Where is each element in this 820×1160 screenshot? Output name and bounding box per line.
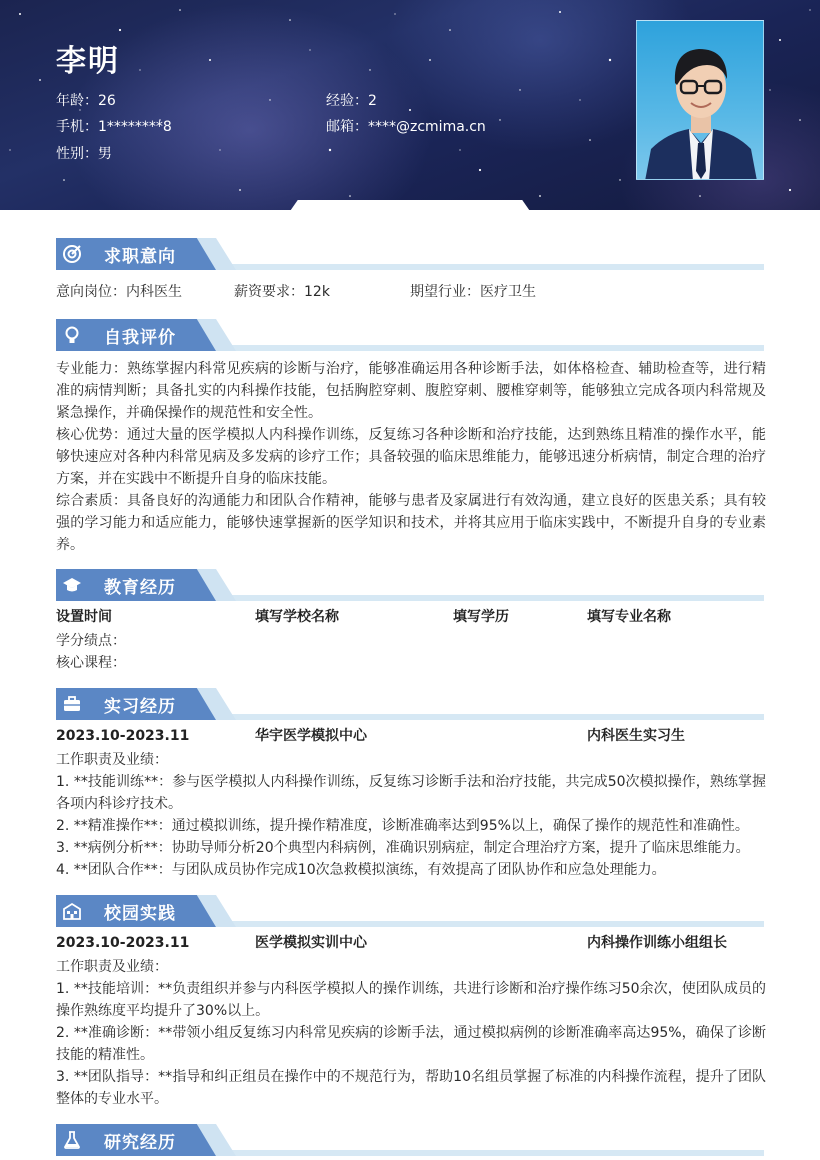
education-courses: 核心课程： [56,655,126,671]
self-eval-quality: 综合素质：具备良好的沟通能力和团队合作精神，能够与患者及家属进行有效沟通，建立良好的医患关系；具有较强的学习能力和适应能力，能够快速掌握新的医学知识和技术，并将其应用于临床实践中，不断提升自身的专业素养。 [56,493,766,553]
section-title: 求职意向 [104,247,176,267]
education-time: 设置时间 [56,609,112,625]
section-title: 研究经历 [104,1133,176,1153]
flask-icon [62,1130,82,1150]
section-underline [206,264,764,270]
intent-salary: 薪资要求：12k [234,284,330,300]
internship-item: 3. **病例分析**：协助导师分析20个典型内科病例，准确识别病症，制定合理治疗方案，提升了临床思维能力。 [56,840,750,856]
internship-duty-label: 工作职责及业绩： [56,752,168,768]
target-icon [62,244,82,264]
section-title: 校园实践 [104,904,176,924]
intent-industry: 期望行业：医疗卫生 [410,284,536,300]
section-title: 教育经历 [104,578,176,598]
email-field: 邮箱：****@zcmima.cn [326,119,486,135]
campus-org: 医学模拟实训中心 [255,935,367,951]
profile-photo [636,20,764,180]
self-eval-professional: 专业能力：熟练掌握内科常见疾病的诊断与治疗，能够准确运用各种诊断手法，如体格检查、辅助检查等，进行精准的病情判断；具备扎实的内科操作技能，包括胸腔穿刺、腹腔穿刺、腰椎穿刺等，能够独立完成各项内科常规及紧急操作，并确保操作的规范性和安全性。 [56,361,766,421]
internship-item: 1. **技能训练**：参与医学模拟人内科操作训练，反复练习诊断手法和治疗技能，共完成50次模拟操作，熟练掌握各项内科诊疗技术。 [56,774,766,812]
section-header-self [56,319,764,351]
intent-position: 意向岗位：内科医生 [56,284,182,300]
education-gpa: 学分绩点： [56,633,126,649]
age-field: 年龄：26 [56,93,116,109]
campus-item: 1. **技能培训：**负责组织并参与内科医学模拟人的操作训练，共进行诊断和治疗操作练习50余次，使团队成员的操作熟练度平均提升了30%以上。 [56,981,766,1019]
section-header-education [56,569,764,601]
section-title: 自我评价 [104,328,176,348]
education-school: 填写学校名称 [255,609,339,625]
gender-field: 性别：男 [56,146,112,162]
campus-item: 2. **准确诊断：**带领小组反复练习内科常见疾病的诊断手法，通过模拟病例的诊断准确率高达95%，确保了诊断技能的精准性。 [56,1025,766,1063]
header-banner [0,0,820,210]
self-eval-strength: 核心优势：通过大量的医学模拟人内科操作训练，反复练习各种诊断和治疗技能，达到熟练且精准的操作水平，能够快速应对各种内科常见病及多发病的诊疗工作；具备较强的临床思维能力，能够迅速分析病情，制定合理的治疗方案，并在实践中不断提升自身的临床技能。 [56,427,766,487]
phone-field: 手机：1********8 [56,119,172,135]
education-degree: 填写学历 [453,609,509,625]
building-icon [62,901,82,921]
briefcase-icon [62,694,82,714]
section-header-research [56,1124,764,1156]
candidate-name: 李明 [56,44,120,79]
internship-item: 4. **团队合作**：与团队成员协作完成10次急救模拟演练，有效提高了团队协作和应急处理能力。 [56,862,666,878]
campus-date: 2023.10-2023.11 [56,935,190,951]
internship-date: 2023.10-2023.11 [56,728,190,744]
campus-role: 内科操作训练小组组长 [587,935,727,951]
experience-field: 经验：2 [326,93,377,109]
section-header-intent [56,238,764,270]
graduation-cap-icon [62,575,82,595]
section-header-campus [56,895,764,927]
education-major: 填写专业名称 [587,609,671,625]
internship-item: 2. **精准操作**：通过模拟训练，提升操作精准度，诊断准确率达到95%以上，确保了操作的规范性和准确性。 [56,818,749,834]
internship-role: 内科医生实习生 [587,728,685,744]
section-header-internship [56,688,764,720]
lightbulb-icon [62,325,82,345]
campus-duty-label: 工作职责及业绩： [56,959,168,975]
section-title: 实习经历 [104,697,176,717]
internship-org: 华宇医学模拟中心 [255,728,367,744]
campus-item: 3. **团队指导：**指导和纠正组员在操作中的不规范行为，帮助10名组员掌握了标准的内科操作流程，提升了团队整体的专业水平。 [56,1069,766,1107]
header-notch [288,200,532,214]
